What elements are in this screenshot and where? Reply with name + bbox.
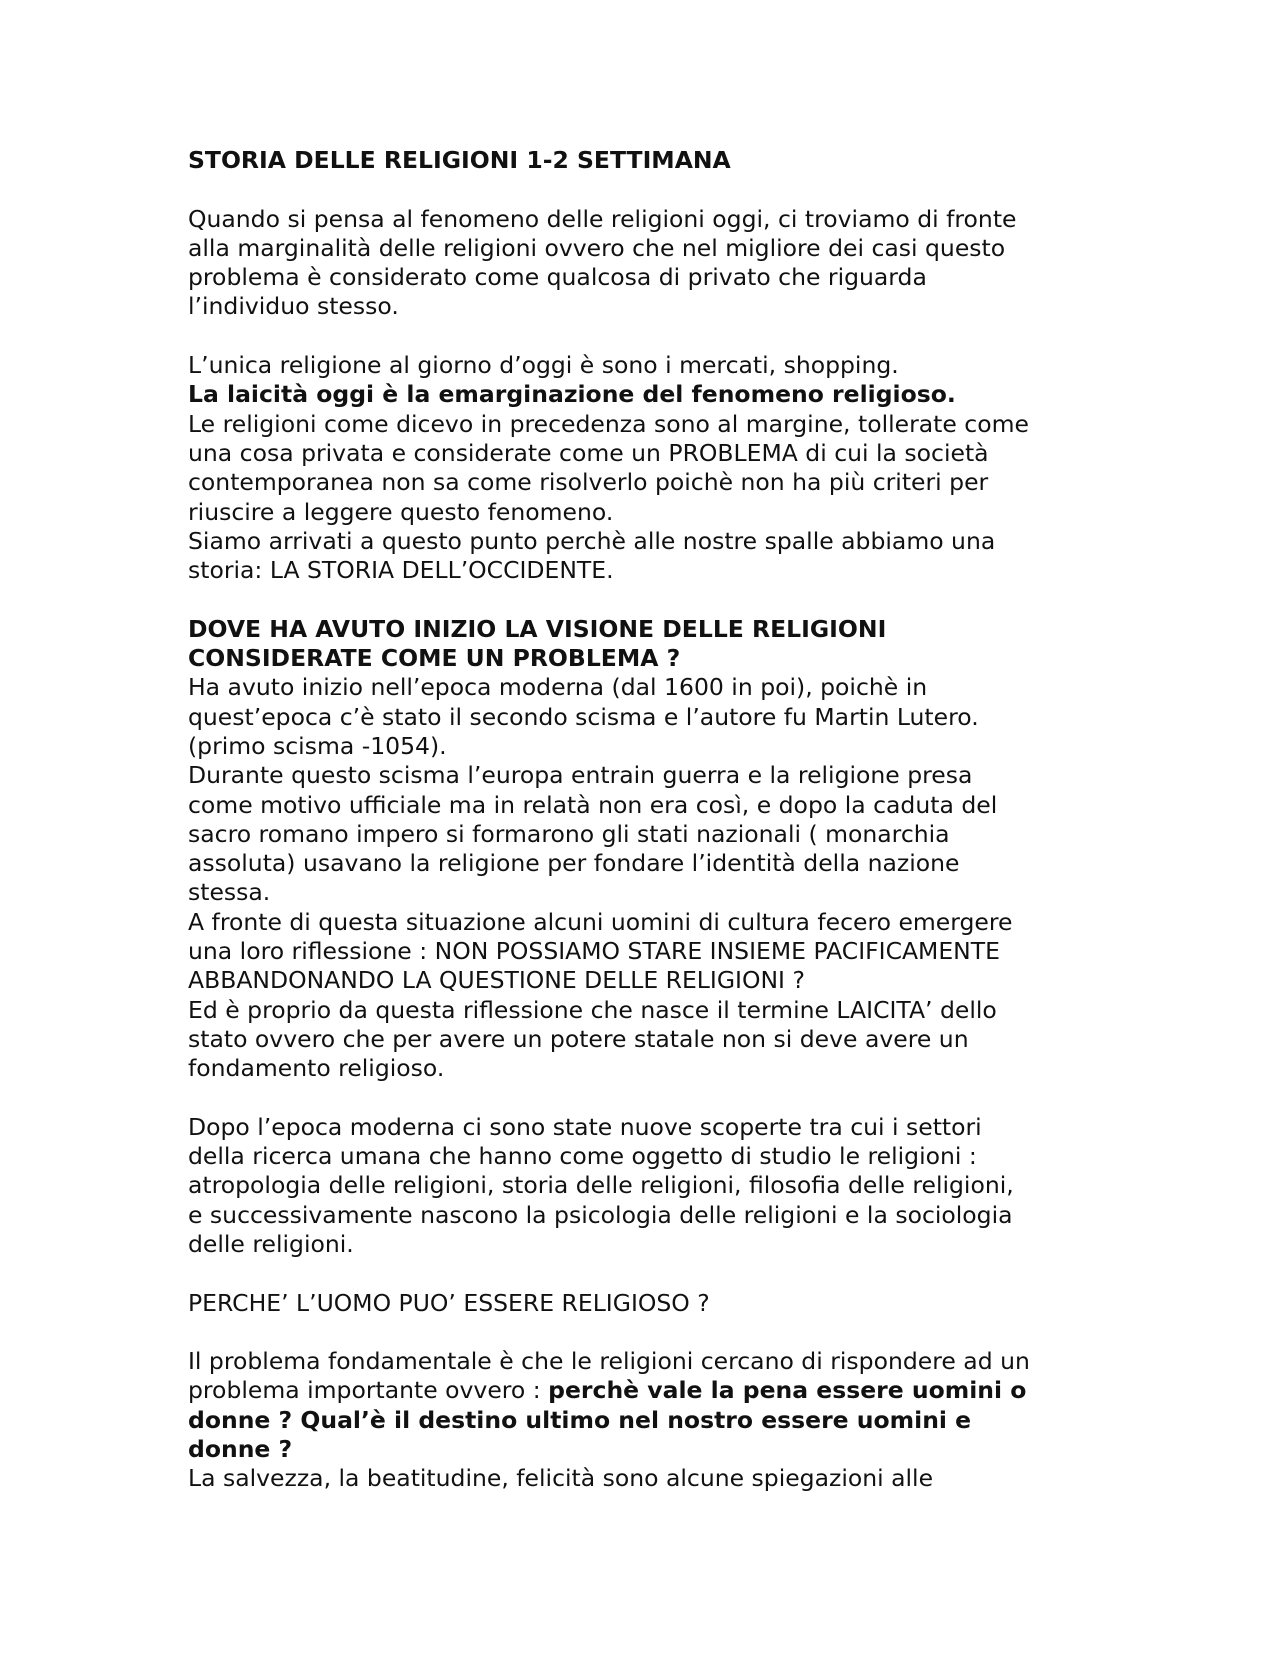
paragraph-spacer [188,1084,1108,1113]
paragraph-margin: Le religioni come dicevo in precedenza sono al margine, tollerate come una cosa privata e considerate come un PROBLEMA di cui la società contemporanea non sa come risolverlo poichè non ha più criteri per riuscire a leggere questo fenomeno. [188,409,1029,526]
problema-text: Il problema fondamentale è che le religioni cercano di rispondere ad un problema importante ovvero : [188,1347,1030,1405]
paragraph-spacer [188,1318,1108,1347]
paragraph-riflessione: A fronte di questa situazione alcuni uomini di cultura fecero emergere una loro riflessione : NON POSSIAMO STARE INSIEME PACIFICAMENTE ABBANDONANDO LA QUESTIONE DELLE RELIGIONI ? [188,907,1013,995]
paragraph-salvezza: La salvezza, la beatitudine, felicità sono alcune spiegazioni alle [188,1464,934,1493]
document-title: STORIA DELLE RELIGIONI 1-2 SETTIMANA [188,146,731,174]
paragraph-shopping: L’unica religione al giorno d’oggi è sono i mercati, shopping. [188,351,899,380]
paragraph-scoperte: Dopo l’epoca moderna ci sono state nuove scoperte tra cui i settori della ricerca umana che hanno come oggetto di studio le religioni : atropologia delle religioni, storia delle religioni, filosofia delle religioni, e successivamente nascono la psicologia delle religioni e la sociologia delle religioni. [188,1112,1014,1258]
paragraph-occidente: Siamo arrivati a questo punto perchè alle nostre spalle abbiamo una storia: LA STORIA DELL’OCCIDENTE. [188,526,996,585]
paragraph-scisma: Durante questo scisma l’europa entrain guerra e la religione presa come motivo ufficiale ma in relatà non era così, e dopo la caduta del sacro romano impero si formarono gli stati nazionali ( monarchia assoluta) usavano la religione per fondare l’identità della nazione stessa. [188,761,998,907]
paragraph-epoca-moderna: Ha avuto inizio nell’epoca moderna (dal 1600 in poi), poichè in quest’epoca c’è stato il secondo scisma e l’autore fu Martin Lutero. (primo scisma -1054). [188,673,979,760]
paragraph-laicita-bold: La laicità oggi è la emarginazione del fenomeno religioso. [188,380,956,409]
paragraph-spacer [188,322,1108,351]
problema-question-bold: perchè vale la pena essere uomini o donne ? Qual’è il destino ultimo nel nostro essere uomini e donne ? [188,1376,1027,1464]
paragraph-spacer [188,175,1108,204]
paragraph-problema-fondamentale [188,1347,1108,1464]
paragraph-spacer [188,1259,1108,1288]
paragraph-spacer [188,585,1108,614]
paragraph-laicita-stato: Ed è proprio da questa riflessione che nasce il termine LAICITA’ dello stato ovvero che per avere un potere statale non si deve avere un fondamento religioso. [188,995,997,1083]
section-heading-uomo-religioso: PERCHE’ L’UOMO PUO’ ESSERE RELIGIOSO ? [188,1288,710,1317]
paragraph-intro: Quando si pensa al fenomeno delle religioni oggi, ci troviamo di fronte alla marginalità delle religioni ovvero che nel migliore dei casi questo problema è considerato come qualcosa di privato che riguarda l’individuo stesso. [188,204,1017,321]
document-page [188,146,1108,1494]
section-heading-origin: DOVE HA AVUTO INIZIO LA VISIONE DELLE RELIGIONI CONSIDERATE COME UN PROBLEMA ? [188,614,887,673]
